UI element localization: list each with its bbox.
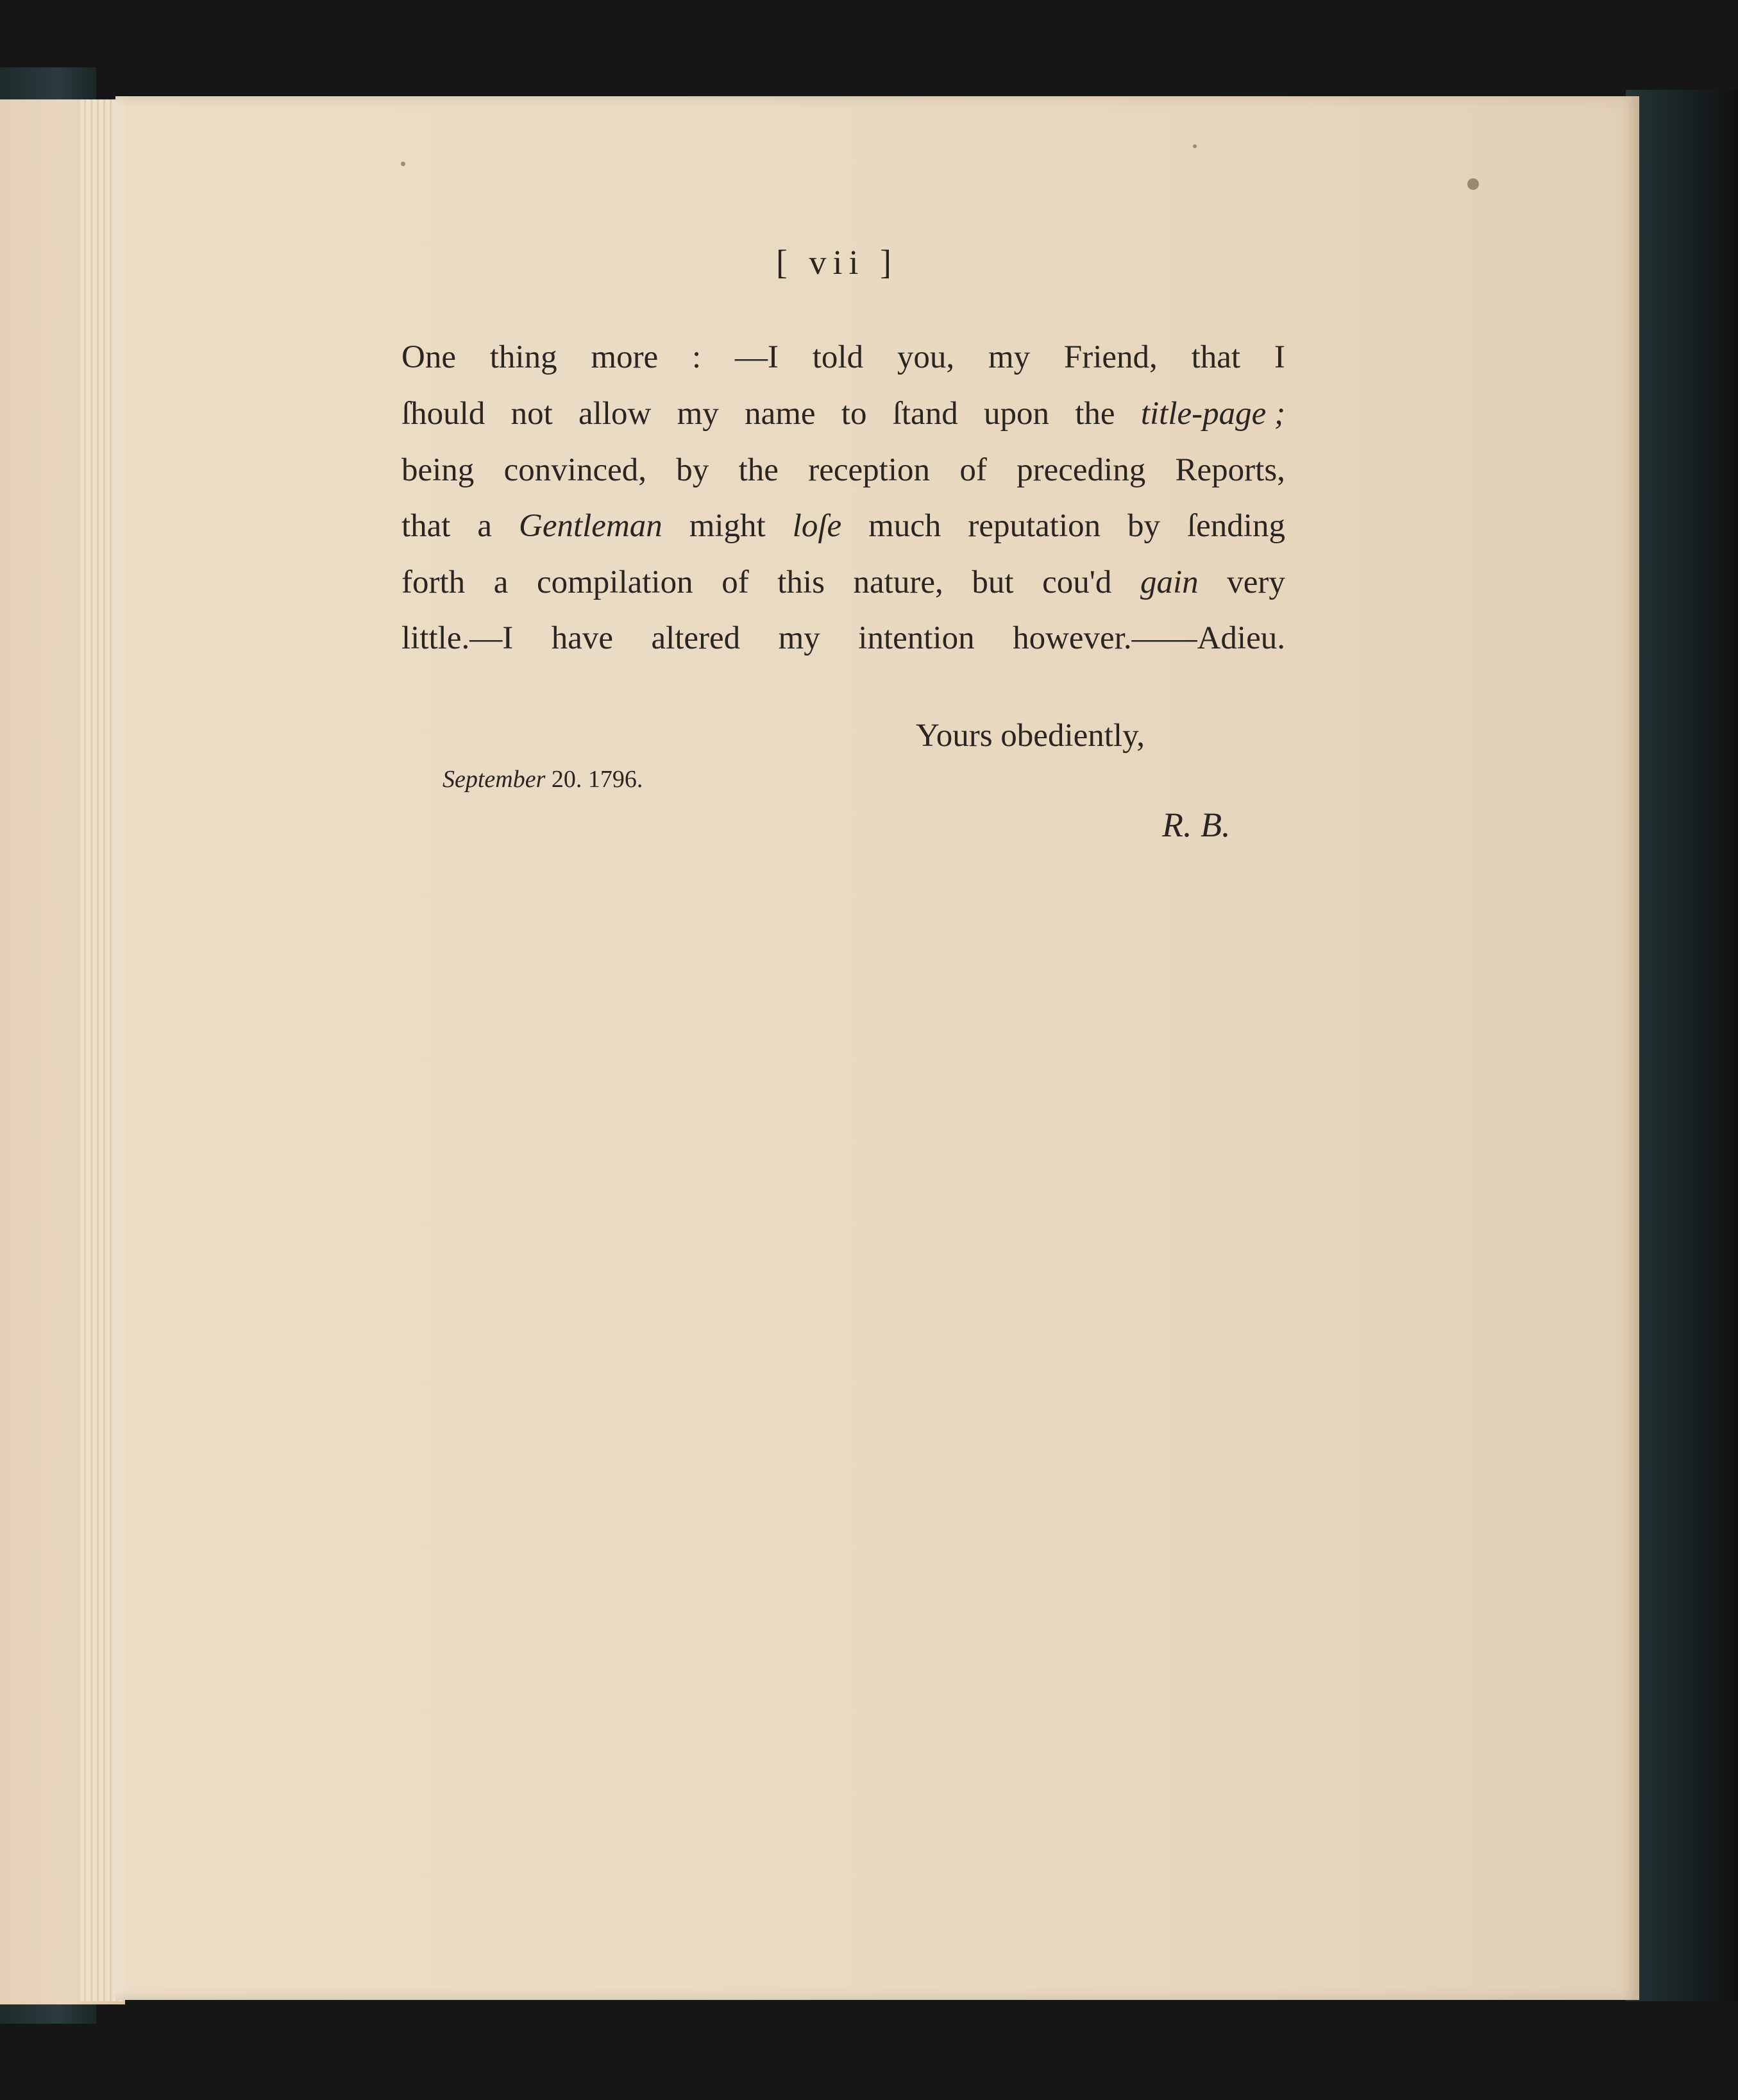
word: the xyxy=(1075,396,1115,432)
letter-date xyxy=(443,765,643,793)
word: my xyxy=(988,339,1031,375)
word: I xyxy=(1274,339,1285,375)
word: Friend, xyxy=(1063,339,1158,375)
paragraph-line xyxy=(401,339,1285,376)
word: convinced, xyxy=(503,452,646,488)
word: my xyxy=(677,396,719,432)
italic-word: loſe xyxy=(792,508,842,544)
word: my xyxy=(778,620,820,656)
word: much xyxy=(868,508,941,544)
word: intention xyxy=(858,620,975,656)
word: the xyxy=(738,452,779,488)
word: of xyxy=(959,452,987,488)
paragraph-line xyxy=(401,452,1285,489)
word: of xyxy=(721,564,749,600)
word: you, xyxy=(897,339,955,375)
word: very xyxy=(1227,564,1285,600)
paragraph-line xyxy=(401,620,1285,657)
right-cover-board xyxy=(1626,90,1738,2001)
word: reception xyxy=(808,452,930,488)
paragraph-line xyxy=(401,507,1285,545)
word: allow xyxy=(578,396,652,432)
word: reputation xyxy=(968,508,1101,544)
paper-speck xyxy=(1193,144,1197,148)
word: being xyxy=(401,452,475,488)
word: thing xyxy=(489,339,557,375)
word: nature, xyxy=(853,564,943,600)
word: to xyxy=(841,396,867,432)
word: ſtand xyxy=(892,396,958,432)
word: altered xyxy=(651,620,741,656)
word: however.——Adieu. xyxy=(1013,620,1285,656)
word: this xyxy=(777,564,825,600)
word: a xyxy=(477,508,493,544)
book-page xyxy=(115,96,1639,2000)
paper-speck xyxy=(401,162,405,166)
word: cou'd xyxy=(1042,564,1112,600)
italic-word: gain xyxy=(1140,564,1199,600)
word: forth xyxy=(401,564,466,600)
word: preceding xyxy=(1017,452,1146,488)
word: : xyxy=(692,339,702,375)
date-rest: 20. 1796. xyxy=(551,766,643,793)
word: by xyxy=(676,452,709,488)
italic-word: Gentleman xyxy=(519,508,662,544)
word: little.—I xyxy=(401,620,514,656)
word: name xyxy=(745,396,816,432)
word: that xyxy=(401,508,451,544)
paragraph-line xyxy=(401,395,1285,432)
paragraph-line xyxy=(401,564,1285,601)
word: told xyxy=(812,339,864,375)
word: upon xyxy=(983,396,1049,432)
paper-speck xyxy=(1467,178,1479,190)
closing-line: Yours obediently, xyxy=(916,718,1145,754)
author-initials: R. B. xyxy=(1162,806,1231,844)
date-month: September xyxy=(443,766,546,793)
word: might xyxy=(689,508,766,544)
word: have xyxy=(551,620,613,656)
word: that xyxy=(1191,339,1241,375)
word: by xyxy=(1127,508,1161,544)
word: more xyxy=(591,339,659,375)
word: —I xyxy=(734,339,779,375)
word: compilation xyxy=(536,564,693,600)
word: One xyxy=(401,339,456,375)
word: but xyxy=(972,564,1014,600)
word: not xyxy=(510,396,553,432)
word: ſending xyxy=(1186,508,1285,544)
word: Reports, xyxy=(1175,452,1285,488)
page-number: [ vii ] xyxy=(776,243,898,282)
word: a xyxy=(493,564,509,600)
italic-word: title-page ; xyxy=(1140,396,1285,432)
word: ſhould xyxy=(401,396,485,432)
